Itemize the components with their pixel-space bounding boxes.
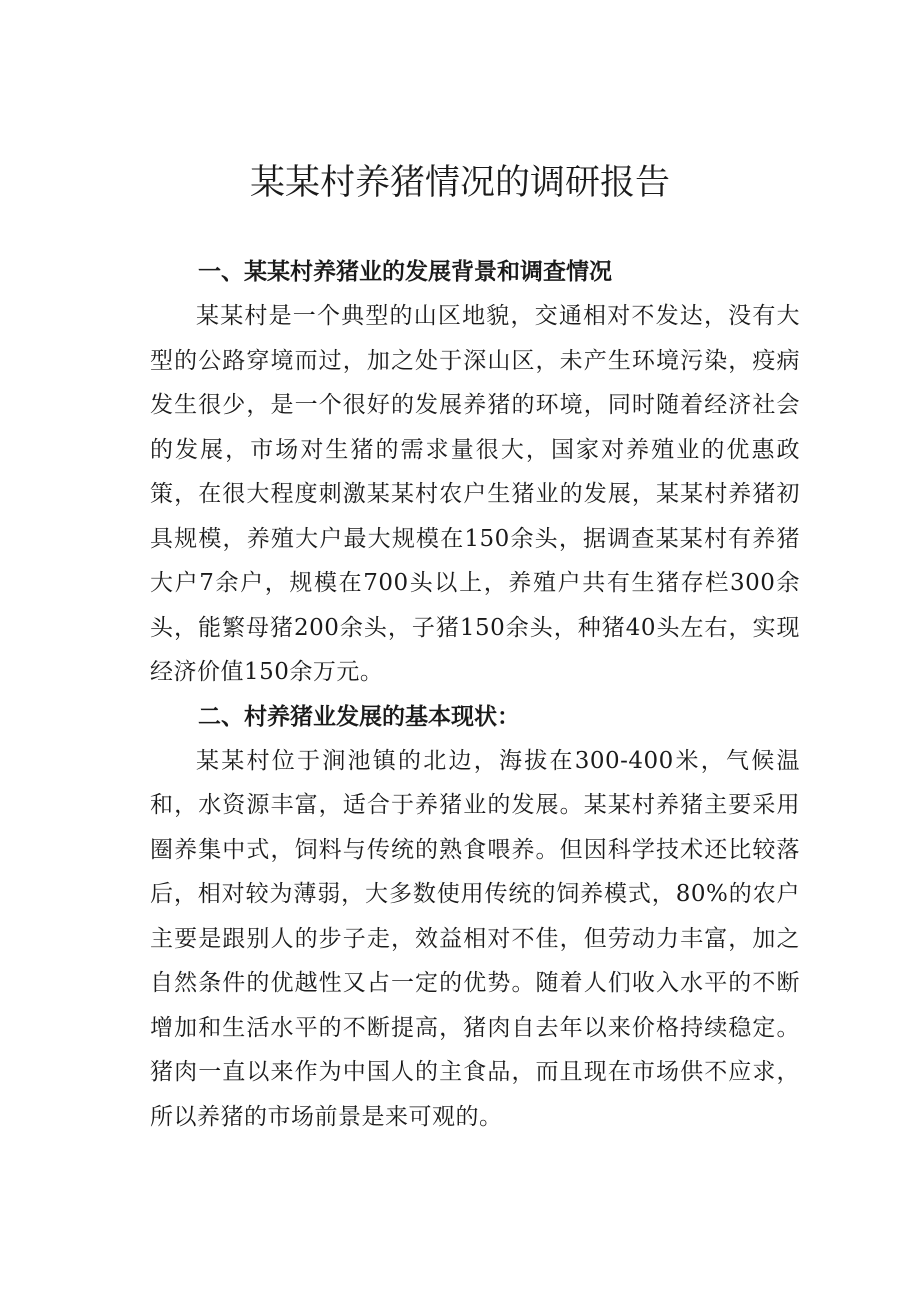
section-paragraph: 某某村是一个典型的山区地貌，交通相对不发达，没有大型的公路穿境而过，加之处于深山区，未产生环境污染，疫病发生很少，是一个很好的发展养猪的环境，同时随着经济社会的发展，市场对生猪的需求量很大，国家对养殖业的优惠政策，在很大程度刺激某某村农户生猪业的发展，某某村养猪初具规模，养殖大户最大规模在150余头，据调查某某村有养猪大户7余户，规模在700头以上，养殖户共有生猪存栏300余头，能繁母猪200余头，子猪150余头，种猪40头左右，实现经济价值150余万元。 (150, 303, 800, 685)
document-body (150, 250, 800, 1139)
document-title: 某某村养猪情况的调研报告 (249, 163, 670, 203)
section-heading: 一、某某村养猪业的发展背景和调查情况 (198, 259, 612, 285)
section-paragraph: 某某村位于涧池镇的北边，海拔在300-400米，气候温和，水资源丰富，适合于养猪业的发展。某某村养猪主要采用圈养集中式，饲料与传统的熟食喂养。但因科学技术还比较落后，相对较为薄弱，大多数使用传统的饲养模式，80%的农户主要是跟别人的步子走，效益相对不佳，但劳动力丰富，加之自然条件的优越性又占一定的优势。随着人们收入水平的不断增加和生活水平的不断提高，猪肉自去年以来价格持续稳定。猪肉一直以来作为中国人的主食品，而且现在市场供不应求，所以养猪的市场前景是来可观的。 (150, 747, 800, 1130)
section-1 (150, 250, 800, 695)
section-2 (150, 695, 800, 1140)
section-heading: 二、村养猪业发展的基本现状： (198, 703, 520, 730)
